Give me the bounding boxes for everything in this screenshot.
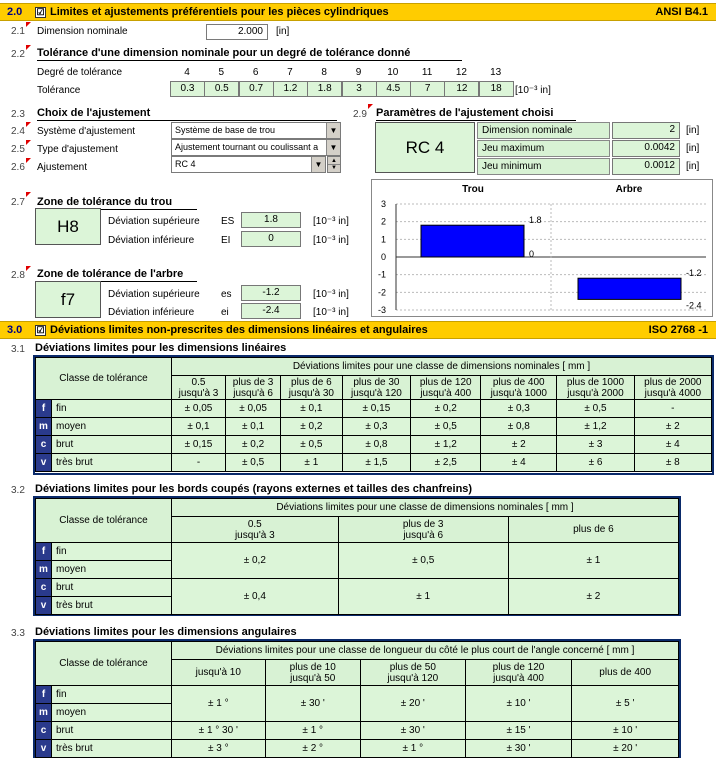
comment-marker	[26, 45, 31, 50]
table-cell: ± 1 °	[172, 686, 266, 722]
class-name: moyen	[52, 704, 172, 722]
y-tick-label: -1	[377, 269, 386, 280]
spin-up-icon[interactable]: ▲	[328, 157, 340, 165]
class-name: fin	[52, 400, 172, 418]
section-number: 3.0	[7, 324, 23, 336]
section-number: 2.6	[11, 162, 25, 173]
tolerance-value: 3	[342, 81, 377, 97]
table-cell: ± 30 '	[360, 722, 465, 740]
class-letter: m	[36, 418, 52, 436]
section-number: 2.9	[353, 109, 367, 120]
section-checkbox[interactable]: ☑	[36, 325, 45, 335]
class-name: moyen	[52, 561, 172, 579]
col-header-line2: jusqu'à 400	[493, 672, 544, 684]
table-cell: ± 2	[634, 418, 711, 436]
col-header-line1: plus de 3	[402, 518, 444, 530]
column-header	[360, 660, 465, 686]
col-header-line1: plus de 2000	[644, 376, 702, 388]
param-value: 0.0012	[612, 158, 680, 175]
bar-low-label: -2.4	[686, 300, 702, 311]
edges-title: Déviations limites pour les bords coupés (rayons externes et tailles des chanfreins)	[35, 483, 473, 495]
table-cell: ± 0,05	[226, 400, 281, 418]
linear-table	[35, 357, 712, 472]
table-cell: ± 30 '	[265, 686, 360, 722]
class-name: fin	[52, 686, 172, 704]
bar-low-label: 0	[529, 249, 535, 259]
column-header	[634, 376, 711, 400]
bar-high-label: -1.2	[686, 268, 702, 279]
table-cell: ± 0,15	[172, 436, 226, 454]
nominal-dimension-label: Dimension nominale	[37, 26, 128, 37]
table-cell: ± 0,1	[226, 418, 281, 436]
column-header	[411, 376, 481, 400]
table-cell: ± 8	[634, 454, 711, 472]
col-header-line2: jusqu'à 3	[178, 387, 219, 399]
degree-value: 7	[287, 67, 293, 78]
degree-value: 4	[184, 67, 190, 78]
comment-marker	[26, 158, 31, 163]
tolerance-value: 4.5	[376, 81, 411, 97]
class-letter: c	[36, 436, 52, 454]
section-number: 3.2	[11, 485, 25, 496]
class-letter: f	[36, 543, 52, 561]
section-number: 2.2	[11, 49, 25, 60]
table-cell: ± 1 °	[360, 740, 465, 758]
nominal-dimension-input[interactable]: 2.000	[206, 24, 268, 40]
group-header: Déviations limites pour une classe de dimensions nominales [ mm ]	[172, 499, 679, 517]
param-label: Dimension nominale	[477, 122, 610, 139]
fit-type-label: Type d'ajustement	[37, 144, 118, 155]
col-header-line2: jusqu'à 30	[288, 387, 334, 399]
table-cell: ± 0,2	[172, 543, 339, 579]
unit-label: [in]	[276, 26, 290, 37]
col-header-line1: plus de 3	[232, 376, 274, 388]
section-number: 3.3	[11, 628, 25, 639]
upper-deviation-label: Déviation supérieure	[108, 289, 200, 300]
column-header	[172, 376, 226, 400]
comment-marker	[26, 122, 31, 127]
table-cell: ± 0,2	[281, 418, 342, 436]
section-title: Déviations limites non-prescrites des dimensions linéaires et angulaires	[50, 324, 428, 336]
table-row	[36, 740, 679, 758]
degree-value: 12	[455, 67, 467, 78]
table-cell: ± 0,15	[342, 400, 411, 418]
table-row	[36, 686, 679, 704]
table-cell: ± 0,3	[342, 418, 411, 436]
class-letter: v	[36, 597, 52, 615]
fit-select[interactable]	[171, 156, 326, 173]
table-cell: ± 0,2	[226, 436, 281, 454]
chart-title-shaft: Arbre	[615, 184, 643, 195]
table-cell: ± 0,8	[481, 418, 557, 436]
degree-value: 10	[387, 67, 399, 78]
section-number: 2.1	[11, 26, 25, 37]
header-row	[36, 642, 679, 660]
unit-label: [10⁻³ in]	[313, 216, 349, 227]
section-number: 2.7	[11, 197, 25, 208]
table-cell: ± 0,1	[281, 400, 342, 418]
table-row	[36, 400, 712, 418]
header-row	[36, 358, 712, 376]
fit-code-box: RC 4	[375, 122, 475, 173]
table-cell: ± 5 '	[572, 686, 679, 722]
table-cell: ± 1 ° 30 '	[172, 722, 266, 740]
table-row	[36, 436, 712, 454]
tolerance-title: Tolérance d'une dimension nominale pour un degré de tolérance donné	[37, 47, 462, 61]
col-header-line1: plus de 10	[289, 661, 336, 673]
table-cell: ± 1,2	[411, 436, 481, 454]
table-cell: ± 10 '	[572, 722, 679, 740]
y-tick-label: 2	[380, 216, 386, 227]
tolerance-value: 0.5	[204, 81, 239, 97]
tolerance-value: 7	[410, 81, 445, 97]
col-header-line2: jusqu'à 6	[233, 387, 273, 399]
table-cell: ± 20 '	[360, 686, 465, 722]
table-cell: ± 15 '	[465, 722, 572, 740]
hole-code-box: H8	[35, 208, 101, 245]
degree-value: 5	[218, 67, 225, 78]
col-header-line2: jusqu'à 400	[420, 387, 472, 399]
fit-spinner[interactable]	[327, 156, 341, 173]
col-header-line1: plus de 120	[419, 376, 472, 388]
col-header-line1: plus de 6	[291, 376, 332, 388]
column-header	[465, 660, 572, 686]
fit-type-value: Ajustement tournant ou coulissant a	[175, 142, 319, 152]
group-header: Déviations limites pour une classe de longueur du côté le plus court de l'angle concerné [ mm ]	[172, 642, 679, 660]
degree-value: 13	[490, 67, 502, 78]
fit-type-select[interactable]	[171, 139, 341, 156]
table-cell: ± 0,05	[172, 400, 226, 418]
linear-title: Déviations limites pour les dimensions linéaires	[35, 342, 287, 354]
bar-trou	[421, 225, 524, 257]
table-cell: ± 4	[634, 436, 711, 454]
degree-value: 8	[321, 67, 327, 78]
comment-marker	[26, 22, 31, 27]
lower-deviation-value: -2.4	[241, 303, 301, 319]
col-header-line2: jusqu'à 120	[387, 672, 439, 684]
column-header	[265, 660, 360, 686]
param-label: Jeu maximum	[477, 140, 610, 157]
comment-marker	[26, 266, 31, 271]
table-cell: ± 0,5	[557, 400, 634, 418]
lower-deviation-label: Déviation inférieure	[108, 307, 195, 318]
column-header	[338, 517, 508, 543]
column-header	[281, 376, 342, 400]
fit-system-select[interactable]	[171, 122, 341, 139]
table-cell: ± 0,5	[411, 418, 481, 436]
table-cell: ± 0,2	[411, 400, 481, 418]
col-header-line1: plus de 400	[599, 667, 652, 678]
class-letter: c	[36, 722, 52, 740]
tolerance-label: Tolérance	[37, 85, 81, 96]
column-header	[508, 517, 678, 543]
table-cell: ± 2	[481, 436, 557, 454]
table-cell: ± 1 °	[265, 722, 360, 740]
class-letter: c	[36, 579, 52, 597]
tolerance-value: 1.8	[307, 81, 342, 97]
dropdown-arrow-icon[interactable]: ▼	[326, 123, 340, 138]
table-cell: ± 20 '	[572, 740, 679, 758]
class-letter: m	[36, 561, 52, 579]
tolerance-value: 1.2	[273, 81, 308, 97]
class-header: Classe de tolérance	[36, 358, 172, 400]
class-name: très brut	[52, 740, 172, 758]
table-cell: -	[634, 400, 711, 418]
comment-marker	[26, 192, 31, 197]
tolerance-value: 18	[479, 81, 514, 97]
table-cell: ± 0,1	[172, 418, 226, 436]
col-header-line2: jusqu'à 10	[195, 667, 241, 678]
degree-value: 6	[252, 67, 259, 78]
table-cell: ± 0,4	[172, 579, 339, 615]
chart-title-hole: Trou	[462, 184, 484, 195]
degree-value: 9	[355, 67, 362, 78]
hole-zone-title: Zone de tolérance du trou	[37, 196, 197, 210]
lower-deviation-symbol: ei	[221, 307, 229, 318]
table-row	[36, 418, 712, 436]
col-header-line1: plus de 120	[492, 661, 545, 673]
col-header-line1: 0.5	[191, 376, 206, 388]
class-name: fin	[52, 543, 172, 561]
column-header	[557, 376, 634, 400]
table-row	[36, 579, 679, 597]
y-tick-label: 0	[380, 252, 386, 262]
degree-label: Degré de tolérance	[37, 67, 123, 78]
table-cell: ± 2	[508, 579, 678, 615]
fit-choice-title: Choix de l'ajustement	[37, 107, 337, 121]
class-name: brut	[52, 579, 172, 597]
table-cell: ± 1,5	[342, 454, 411, 472]
table-row	[36, 722, 679, 740]
tolerance-value: 0.3	[170, 81, 205, 97]
tolerance-unit: [10⁻³ in]	[515, 85, 551, 96]
col-header-line1: plus de 30	[353, 376, 400, 388]
table-cell: -	[172, 454, 226, 472]
param-unit: [in]	[686, 143, 700, 154]
table-cell: ± 1,2	[557, 418, 634, 436]
column-header	[226, 376, 281, 400]
upper-deviation-label: Déviation supérieure	[108, 216, 200, 227]
comment-marker	[368, 104, 373, 109]
tolerance-value: 12	[444, 81, 479, 97]
y-tick-label: 1	[380, 234, 386, 245]
angular-table	[35, 641, 679, 758]
unit-label: [10⁻³ in]	[313, 235, 349, 246]
table-cell: ± 6	[557, 454, 634, 472]
upper-deviation-symbol: es	[221, 289, 232, 300]
y-tick-label: -3	[377, 305, 386, 315]
param-value: 2	[612, 122, 680, 139]
standard-label: ISO 2768 -1	[648, 324, 708, 336]
class-name: brut	[52, 436, 172, 454]
angular-title: Déviations limites pour les dimensions angulaires	[35, 626, 297, 638]
header-row	[36, 499, 679, 517]
table-cell: ± 1	[508, 543, 678, 579]
param-unit: [in]	[686, 125, 700, 136]
table-cell: ± 30 '	[465, 740, 572, 758]
table-cell: ± 2 °	[265, 740, 360, 758]
table-cell: ± 10 '	[465, 686, 572, 722]
section-title: Limites et ajustements préférentiels pour les pièces cylindriques	[50, 6, 389, 18]
y-tick-label: -2	[377, 287, 386, 298]
class-header: Classe de tolérance	[36, 499, 172, 543]
bar-arbre	[578, 278, 681, 299]
table-cell: ± 0,3	[481, 400, 557, 418]
section-number: 2.5	[11, 144, 25, 155]
table-cell: ± 0,5	[338, 543, 508, 579]
class-letter: m	[36, 704, 52, 722]
table-cell: ± 4	[481, 454, 557, 472]
column-header	[481, 376, 557, 400]
col-header-line2: jusqu'à 2000	[567, 387, 624, 399]
upper-deviation-value: -1.2	[241, 285, 301, 301]
class-letter: v	[36, 740, 52, 758]
unit-label: [10⁻³ in]	[313, 289, 349, 300]
dropdown-arrow-icon[interactable]: ▼	[311, 157, 325, 172]
fit-system-label: Système d'ajustement	[37, 126, 136, 137]
group-header: Déviations limites pour une classe de dimensions nominales [ mm ]	[172, 358, 712, 376]
column-header	[342, 376, 411, 400]
class-name: moyen	[52, 418, 172, 436]
table-row	[36, 454, 712, 472]
table-row	[36, 543, 679, 561]
table-cell: ± 0,8	[342, 436, 411, 454]
col-header-line2: jusqu'à 3	[234, 529, 275, 541]
bar-high-label: 1.8	[529, 215, 542, 226]
param-value: 0.0042	[612, 140, 680, 157]
column-header	[172, 517, 339, 543]
section-number: 2.4	[11, 126, 25, 137]
class-name: très brut	[52, 454, 172, 472]
col-header-line1: plus de 1000	[566, 376, 625, 388]
table-cell: ± 2,5	[411, 454, 481, 472]
lower-deviation-value: 0	[241, 231, 301, 247]
param-label: Jeu minimum	[477, 158, 610, 175]
section-number: 3.1	[11, 344, 25, 355]
class-letter: f	[36, 686, 52, 704]
col-header-line1: plus de 6	[573, 524, 614, 535]
table-cell: ± 0,5	[226, 454, 281, 472]
fit-value: RC 4	[175, 159, 196, 169]
upper-deviation-value: 1.8	[241, 212, 301, 228]
table-cell: ± 1	[281, 454, 342, 472]
fit-system-value: Système de base de trou	[175, 125, 276, 135]
comment-marker	[26, 140, 31, 145]
class-letter: v	[36, 454, 52, 472]
table-cell: ± 0,5	[281, 436, 342, 454]
shaft-code-box: f7	[35, 281, 101, 318]
lower-deviation-symbol: EI	[221, 235, 231, 246]
col-header-line2: jusqu'à 4000	[644, 387, 702, 399]
col-header-line2: jusqu'à 1000	[490, 387, 547, 399]
param-unit: [in]	[686, 161, 700, 172]
section-number: 2.8	[11, 270, 25, 281]
col-header-line1: plus de 50	[389, 661, 436, 673]
fit-label: Ajustement	[37, 162, 88, 173]
standard-label: ANSI B4.1	[655, 6, 708, 18]
shaft-zone-title: Zone de tolérance de l'arbre	[37, 268, 197, 282]
section-header-2-0	[0, 3, 716, 21]
fit-params-title: Paramètres de l'ajustement choisi	[376, 107, 576, 121]
col-header-line2: jusqu'à 50	[290, 672, 336, 684]
col-header-line1: 0.5	[247, 518, 262, 530]
degree-value: 11	[421, 67, 433, 78]
section-number: 2.0	[7, 6, 23, 18]
col-header-line2: jusqu'à 120	[350, 387, 402, 399]
class-name: brut	[52, 722, 172, 740]
section-number: 2.3	[11, 109, 25, 120]
dropdown-arrow-icon[interactable]: ▼	[326, 140, 340, 155]
class-letter: f	[36, 400, 52, 418]
class-header: Classe de tolérance	[36, 642, 172, 686]
lower-deviation-label: Déviation inférieure	[108, 235, 195, 246]
table-cell: ± 1	[338, 579, 508, 615]
upper-deviation-symbol: ES	[221, 216, 235, 227]
table-cell: ± 3	[557, 436, 634, 454]
tolerance-chart	[371, 179, 713, 317]
spin-down-icon[interactable]: ▼	[331, 165, 337, 171]
section-header-3-0	[0, 321, 716, 339]
column-header	[572, 660, 679, 686]
class-name: très brut	[52, 597, 172, 615]
section-checkbox[interactable]: ☑	[36, 7, 45, 17]
col-header-line2: jusqu'à 6	[403, 529, 444, 541]
tolerance-value: 0.7	[239, 81, 274, 97]
edges-table	[35, 498, 679, 615]
column-header	[172, 660, 266, 686]
col-header-line1: plus de 400	[492, 376, 545, 388]
y-tick-label: 3	[380, 199, 386, 209]
table-cell: ± 3 °	[172, 740, 266, 758]
unit-label: [10⁻³ in]	[313, 307, 349, 318]
